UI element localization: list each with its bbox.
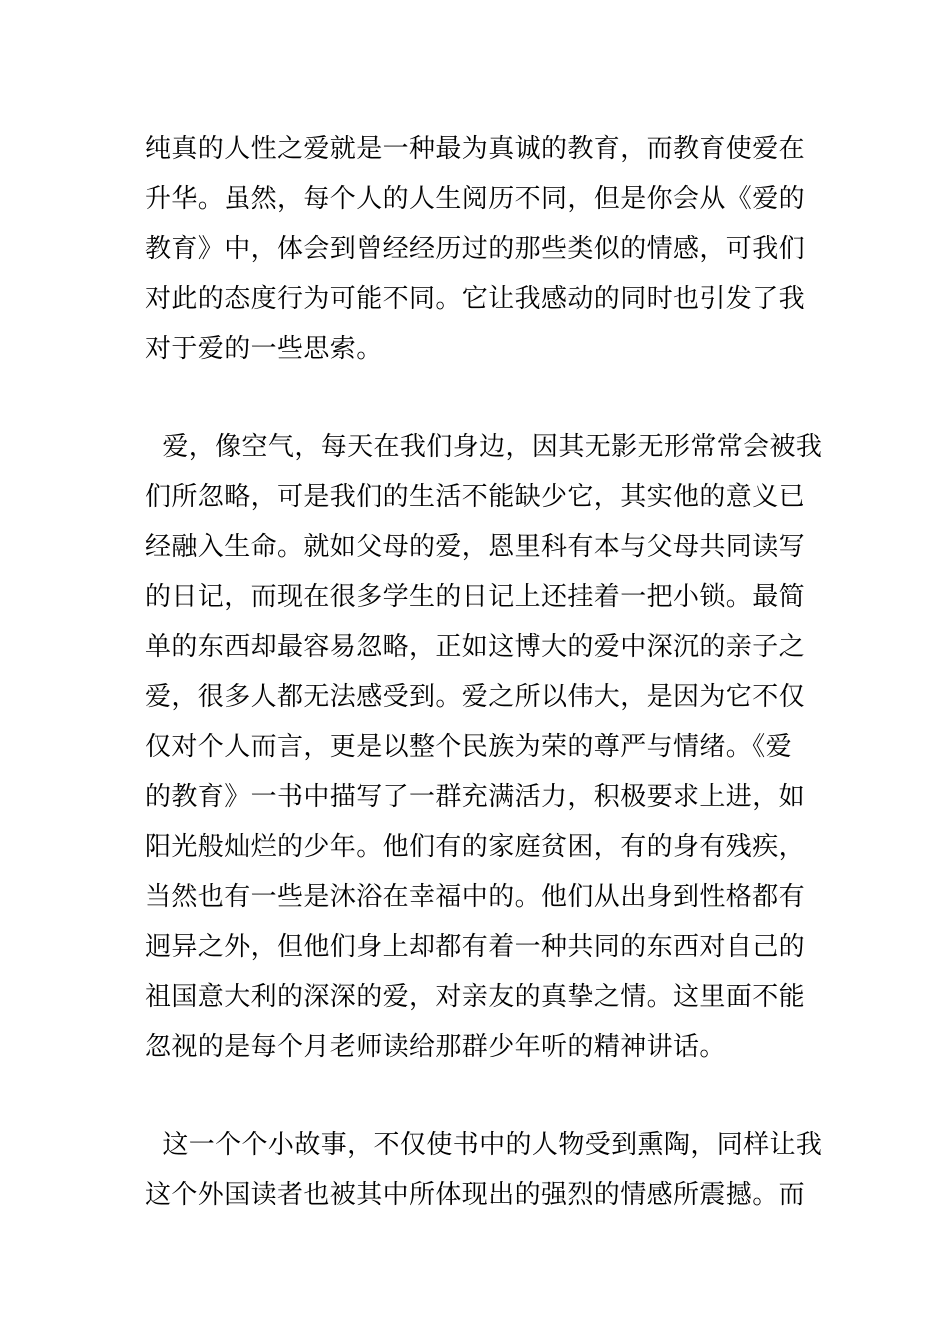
text-line: 这一个个小故事，不仅使书中的人物受到熏陶，同样让我 [145,1130,823,1160]
text-line: 升华。虽然，每个人的人生阅历不同，但是你会从《爱的 [145,184,806,214]
text-line: 忽视的是每个月老师读给那群少年听的精神讲话。 [145,1032,726,1062]
text-line: 爱，很多人都无法感受到。爱之所以伟大，是因为它不仅 [145,682,806,712]
text-line: 对此的态度行为可能不同。它让我感动的同时也引发了我 [145,284,806,314]
text-line: 单的东西却最容易忽略，正如这博大的爱中深沉的亲子之 [145,632,806,662]
text-line: 纯真的人性之爱就是一种最为真诚的教育，而教育使爱在 [145,134,806,164]
text-line: 祖国意大利的深深的爱，对亲友的真挚之情。这里面不能 [145,982,806,1012]
text-line: 们所忽略，可是我们的生活不能缺少它，其实他的意义已 [145,482,806,512]
text-line: 对于爱的一些思索。 [145,334,383,364]
text-line: 仅对个人而言，更是以整个民族为荣的尊严与情绪。《爱 [145,732,793,762]
text-line: 经融入生命。就如父母的爱，恩里科有本与父母共同读写 [145,532,806,562]
text-line: 教育》中，体会到曾经经历过的那些类似的情感，可我们 [145,234,806,264]
text-line: 这个外国读者也被其中所体现出的强烈的情感所震撼。而 [145,1180,806,1210]
text-line: 的日记，而现在很多学生的日记上还挂着一把小锁。最简 [145,582,806,612]
text-line: 爱，像空气，每天在我们身边，因其无影无形常常会被我 [145,432,823,462]
text-line: 阳光般灿烂的少年。他们有的家庭贫困，有的身有残疾， [145,832,806,862]
text-line: 迥异之外，但他们身上却都有着一种共同的东西对自己的 [145,932,806,962]
text-line: 的教育》一书中描写了一群充满活力，积极要求上进，如 [145,782,806,812]
text-line: 当然也有一些是沐浴在幸福中的。他们从出身到性格都有 [145,882,806,912]
